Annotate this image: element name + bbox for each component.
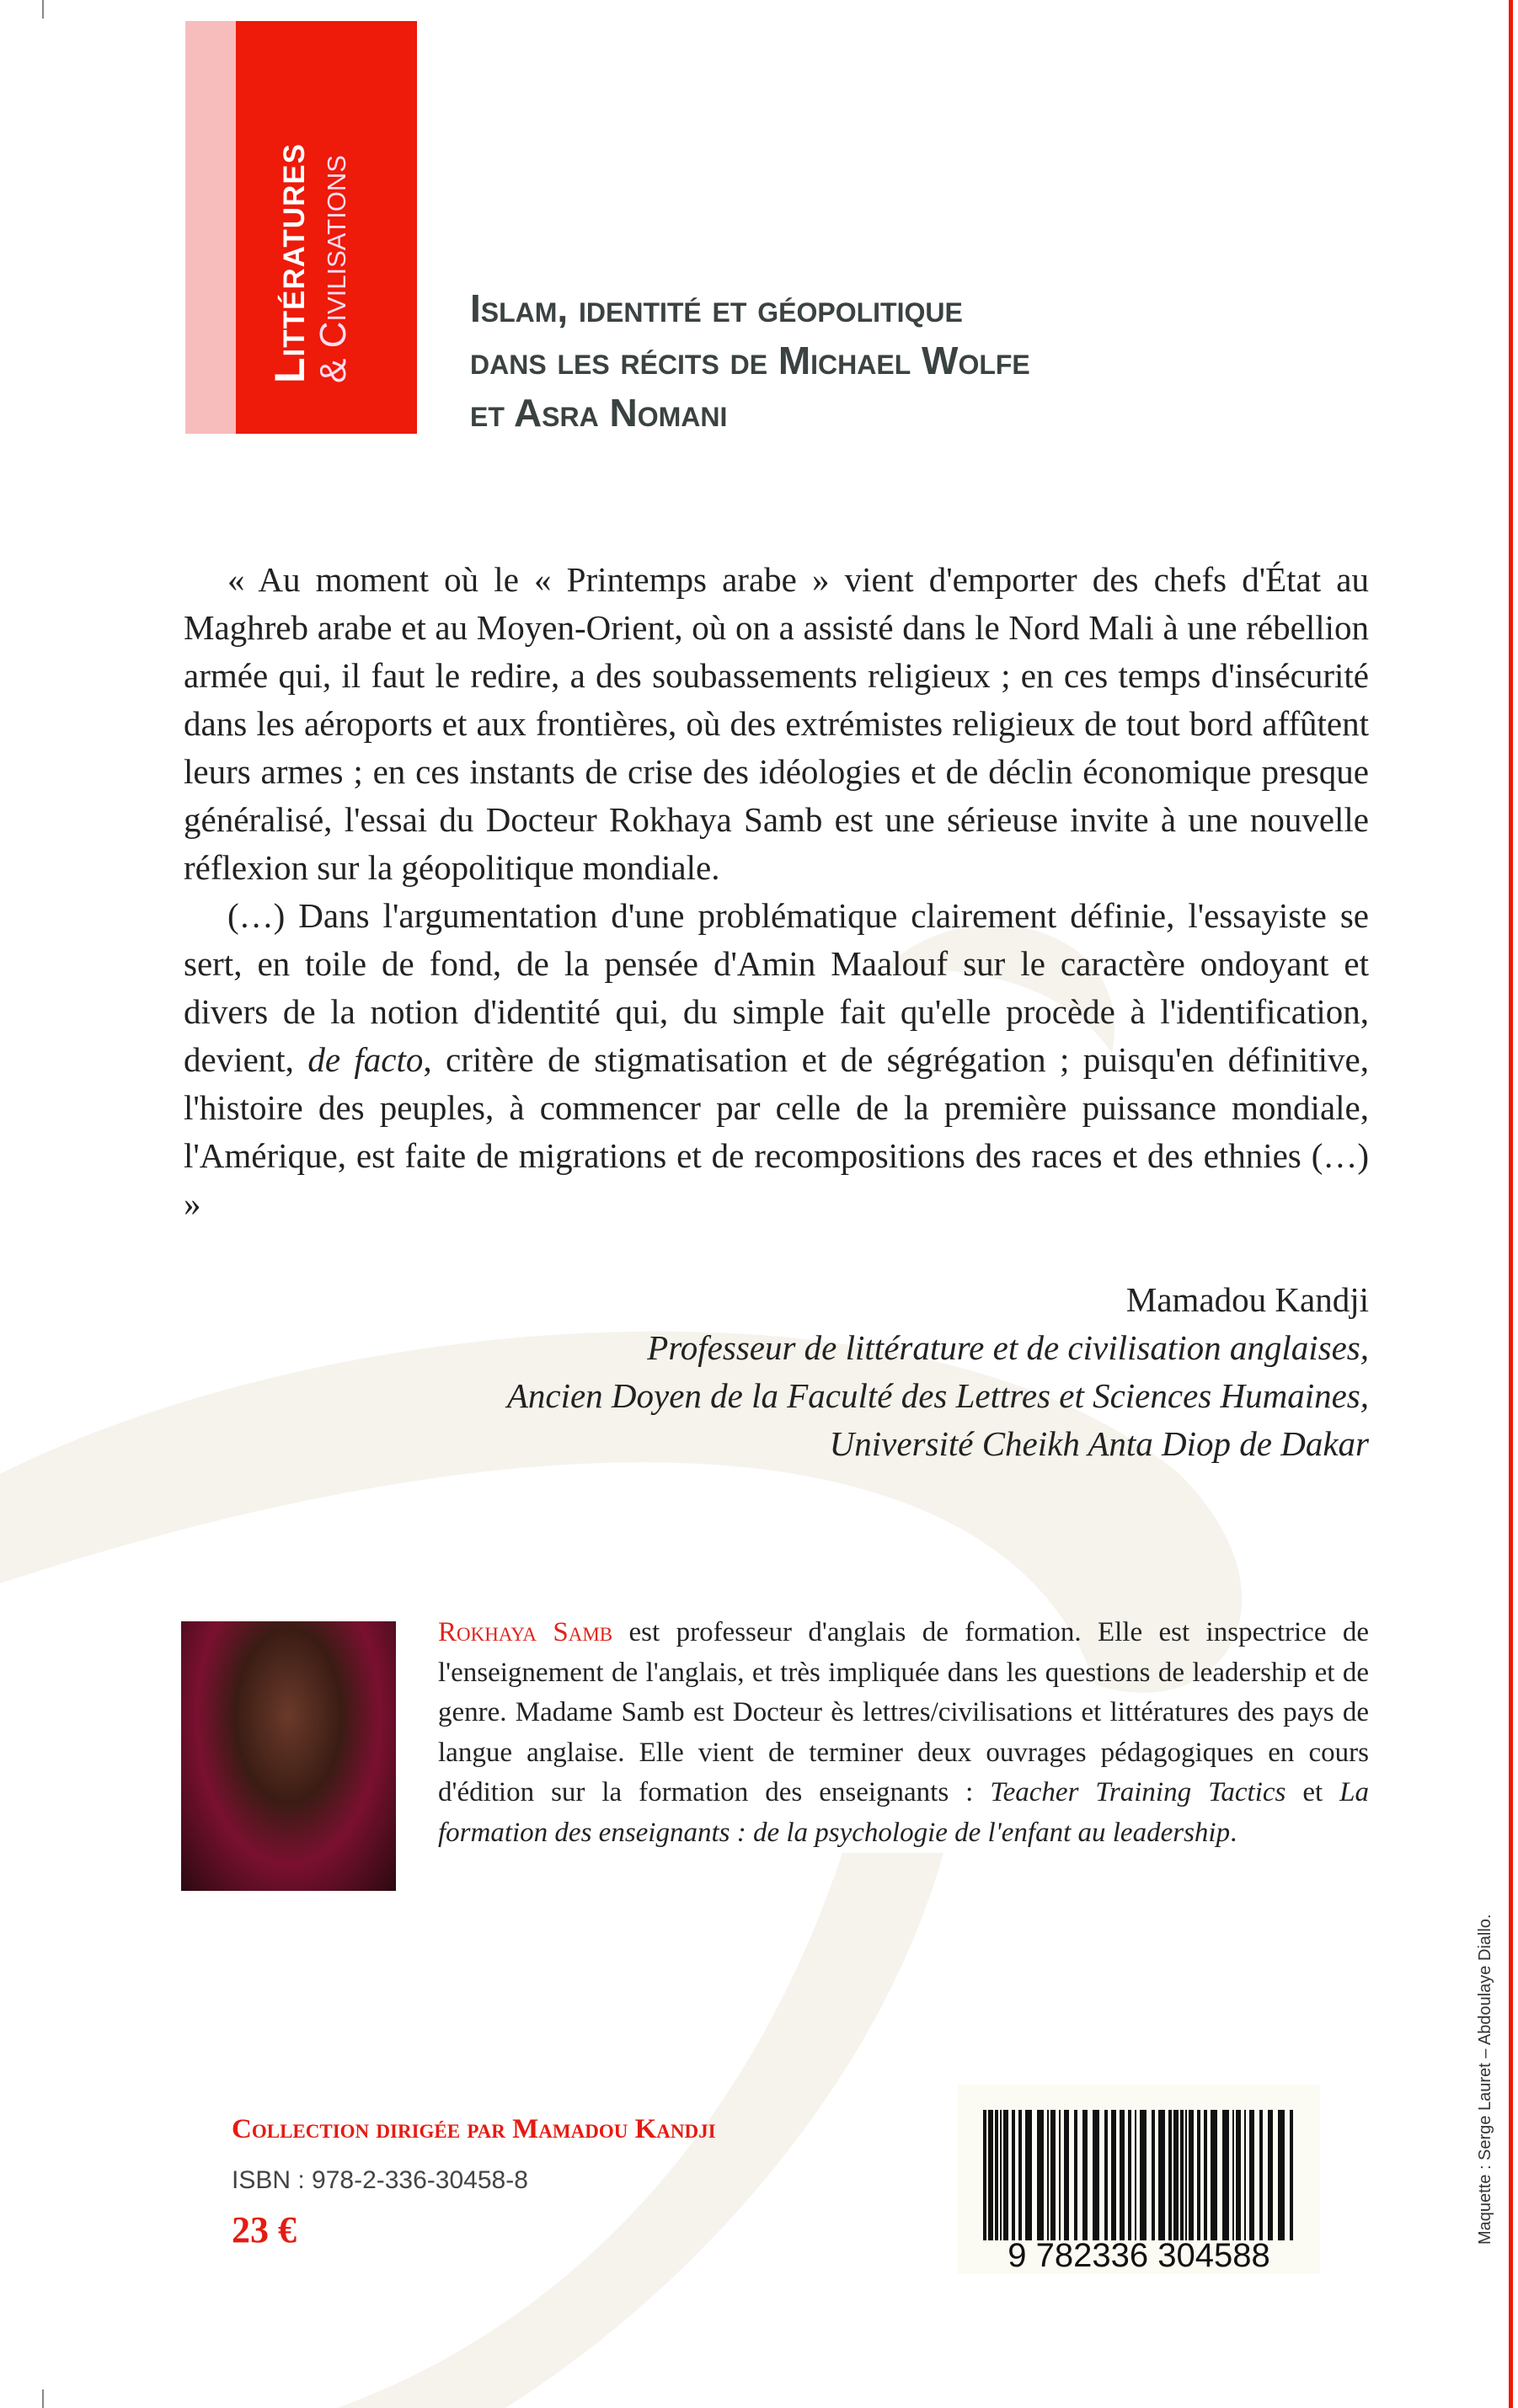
- logo-line-1: Littératures: [266, 143, 313, 383]
- bio-text: .: [1230, 1817, 1237, 1848]
- attribution-role: Ancien Doyen de la Faculté des Lettres et Sciences Humaines,: [506, 1376, 1369, 1415]
- barcode-bar: [1180, 2110, 1184, 2249]
- barcode-bar: [1000, 2110, 1002, 2249]
- attribution-name: Mamadou Kandji: [1125, 1280, 1369, 1319]
- barcode-bar: [1204, 2110, 1207, 2249]
- barcode-bar: [1185, 2110, 1187, 2249]
- quote-paragraph: [184, 892, 1369, 1228]
- book-title-1: Teacher Training Tactics: [990, 1777, 1286, 1807]
- barcode-bars: [958, 2085, 1320, 2274]
- quote-text-part: (…) Dans l'argumentation d'une problématique clairement définie, l'essayiste se sert, en toile de fond, de la pensée d'Amin Maalouf sur le caractère ondoyant et divers de la notion d'identité qui, du simple fait qu'elle procède à l'identification, devient,: [184, 896, 1369, 1079]
- barcode-bar: [1158, 2110, 1165, 2249]
- barcode-bar: [1064, 2110, 1069, 2249]
- barcode-bar: [1244, 2110, 1246, 2249]
- barcode-bar: [1278, 2110, 1285, 2249]
- barcode-bar: [1152, 2110, 1155, 2249]
- barcode-bar: [1003, 2110, 1008, 2249]
- logo-line-2: & Civilisations: [313, 155, 354, 383]
- barcode-bar: [1236, 2110, 1241, 2249]
- book-title: [470, 282, 1030, 439]
- barcode-bar: [1135, 2110, 1136, 2249]
- barcode-bar: [1222, 2110, 1229, 2249]
- barcode-bar: [988, 2110, 993, 2249]
- design-credit: Maquette : Serge Lauret – Abdoulaye Diallo.: [1476, 1914, 1494, 2245]
- barcode-bar: [1104, 2110, 1108, 2249]
- barcode-bar: [995, 2110, 998, 2249]
- barcode-bar: [1268, 2110, 1273, 2249]
- quote-text: [184, 556, 1369, 1228]
- author-photo: [181, 1621, 396, 1891]
- quote-paragraph: « Au moment où le « Printemps arabe » vient d'emporter des chefs d'État au Maghreb arabe et au Moyen-Orient, où on a assisté dans le Nord Mali à une rébellion armée qui, il faut le redire, a des soubassements religieux ; en ces temps d'insécurité dans les aéroports et aux frontières, où des extrémistes religieux de tout bord affûtent leurs armes ; en ces instants de crise des idéologies et de déclin économique presque généralisé, l'essai du Docteur Rokhaya Samb est une sérieuse invite à une nouvelle réflexion sur la géopolitique mondiale.: [184, 560, 1369, 887]
- author-name: Rokhaya Samb: [438, 1617, 613, 1647]
- barcode-bar: [1173, 2110, 1179, 2249]
- barcode-bar: [1074, 2110, 1077, 2249]
- price: 23 €: [232, 2209, 297, 2250]
- barcode-bar: [1037, 2110, 1044, 2249]
- trim-line: [1509, 0, 1513, 2408]
- barcode-bar: [1050, 2110, 1056, 2249]
- barcode-bar: [1211, 2110, 1217, 2249]
- barcode-bar: [1249, 2110, 1254, 2249]
- barcode-bar: [1197, 2110, 1200, 2249]
- barcode-bar: [1025, 2110, 1032, 2249]
- author-bio: [438, 1613, 1369, 1853]
- barcode-bar: [983, 2110, 986, 2249]
- barcode-bar: [1168, 2110, 1172, 2249]
- logo-pink-strip: [185, 21, 236, 434]
- quote-text-part: , critère de stigmatisation et de ségrégation ; puisqu'en définitive, l'histoire des peuples, à commencer par celle de la première puissance mondiale, l'Amérique, est faite de migrations et de recompositions des races et des ethnies (…) »: [184, 1040, 1370, 1223]
- title-line: dans les récits de Michael Wolfe: [470, 339, 1030, 382]
- barcode: [958, 2085, 1320, 2274]
- barcode-bar: [1232, 2110, 1234, 2249]
- barcode-bar: [1082, 2110, 1088, 2249]
- title-line: Islam, identité et géopolitique: [470, 286, 963, 330]
- crop-mark: [42, 0, 44, 19]
- book-title-2: La formation des enseignants : de la psychologie de l'enfant au leadership: [438, 1777, 1369, 1848]
- barcode-bar: [1189, 2110, 1194, 2249]
- barcode-bar: [1093, 2110, 1099, 2249]
- barcode-bar: [1111, 2110, 1116, 2249]
- barcode-bar: [1290, 2110, 1293, 2249]
- barcode-bar: [1128, 2110, 1131, 2249]
- quote-italic: de facto: [307, 1040, 424, 1079]
- bio-text: est professeur d'anglais de formation. Elle est inspectrice de l'enseignement de l'anglais, et très impliquée dans les questions de leadership et de genre. Madame Samb est Docteur ès lettres/civilisations et littératures des pays de langue anglaise. Elle vient de terminer deux ouvrages pédagogiques en cours d'édition sur la formation des enseignants :: [438, 1617, 1370, 1807]
- barcode-bar: [1012, 2110, 1015, 2249]
- title-line: et Asra Nomani: [470, 391, 728, 435]
- isbn: ISBN : 978-2-336-30458-8: [232, 2166, 528, 2194]
- crop-mark: [42, 2389, 44, 2408]
- barcode-bar: [1059, 2110, 1061, 2249]
- barcode-bar: [1120, 2110, 1125, 2249]
- barcode-bar: [1140, 2110, 1147, 2249]
- quote-attribution: [507, 1276, 1369, 1468]
- barcode-bar: [1018, 2110, 1022, 2249]
- barcode-number: 9 782336 304588: [1008, 2237, 1270, 2274]
- attribution-role: Professeur de littérature et de civilisation anglaises,: [647, 1328, 1369, 1367]
- barcode-bar: [1047, 2110, 1049, 2249]
- attribution-role: Université Cheikh Anta Diop de Dakar: [829, 1424, 1369, 1463]
- barcode-bar: [1259, 2110, 1263, 2249]
- bio-text: et: [1285, 1777, 1340, 1807]
- collection-logo: [185, 21, 417, 434]
- collection-director: Collection dirigée par Mamadou Kandji: [232, 2114, 716, 2144]
